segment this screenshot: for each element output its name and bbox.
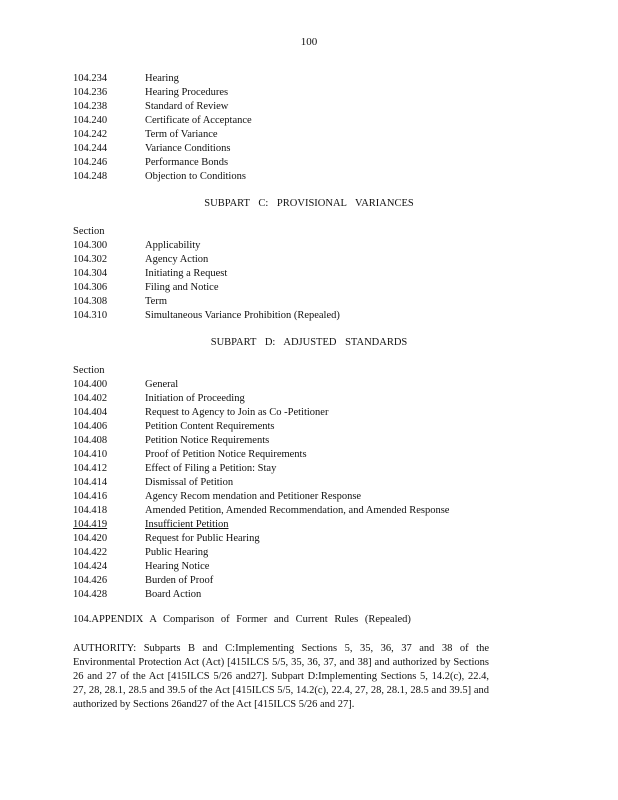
section-title: Simultaneous Variance Prohibition (Repealed) xyxy=(145,310,340,321)
section-number: 104.244 xyxy=(73,143,108,154)
section-number: 104.412 xyxy=(73,463,108,474)
appendix-line: 104.APPENDIX A Comparison of Former and Current Rules (Repealed) xyxy=(73,614,411,625)
toc-row xyxy=(73,267,553,281)
subpart-c-heading: SUBPART C: PROVISIONAL VARIANCES xyxy=(204,198,414,209)
section-title: Certificate of Acceptance xyxy=(145,115,252,126)
section-number: 104.400 xyxy=(73,379,108,390)
section-number: 104.404 xyxy=(73,407,108,418)
section-number: 104.300 xyxy=(73,240,108,251)
toc-row xyxy=(73,156,553,170)
section-number: 104.406 xyxy=(73,421,108,432)
section-number: 104.419 xyxy=(73,519,108,530)
section-title: Petition Content Requirements xyxy=(145,421,275,432)
section-title: Board Action xyxy=(145,589,202,600)
section-number: 104.234 xyxy=(73,73,108,84)
authority-note xyxy=(73,642,489,712)
toc-row xyxy=(73,574,553,588)
section-label-row xyxy=(73,364,553,378)
toc-row xyxy=(73,462,553,476)
section-label: Section xyxy=(73,226,105,237)
section-number: 104.304 xyxy=(73,268,108,279)
section-title: Agency Recom mendation and Petitioner Response xyxy=(145,491,362,502)
toc-block-subpart-c xyxy=(73,225,553,323)
section-title: Amended Petition, Amended Recommendation, and Amended Response xyxy=(145,505,450,516)
section-title: Variance Conditions xyxy=(145,143,231,154)
section-number: 104.422 xyxy=(73,547,108,558)
section-title: Public Hearing xyxy=(145,547,209,558)
toc-row xyxy=(73,281,553,295)
toc-row-underlined xyxy=(73,518,553,532)
section-number: 104.310 xyxy=(73,310,108,321)
toc-row xyxy=(73,128,553,142)
section-number: 104.302 xyxy=(73,254,108,265)
toc-row xyxy=(73,546,553,560)
toc-row xyxy=(73,239,553,253)
toc-row xyxy=(73,295,553,309)
section-title: Proof of Petition Notice Requirements xyxy=(145,449,307,460)
section-title: Hearing Procedures xyxy=(145,87,229,98)
section-title: Insufficient Petition xyxy=(145,519,229,530)
page-number: 100 xyxy=(300,36,318,48)
toc-row xyxy=(73,476,553,490)
subpart-d-heading: SUBPART D: ADJUSTED STANDARDS xyxy=(210,337,408,348)
authority-text: AUTHORITY: Subparts B and C:Implementing Sections 5, 35, 36, 37 and 38 of the Environmental Protection Act (Act) [415ILCS 5/5, 35, 36, 37, and 38] and authorized by Sections 26 and 27 of the Act [415ILCS 5/26 and27]. Subpart D:Implementing Sections 5, 14.2(c), 22.4, 27, 28, 28.1, 28.5 and 39.5 of the Act [415ILCS 5/5, 14.2(c), 22.4, 27, 28, 28.1, 28.5 and 39.5] and authorized by Sections 26and27 of the Act [415ILCS 5/26 and 27]. xyxy=(73,643,489,710)
section-title: Performance Bonds xyxy=(145,157,229,168)
section-number: 104.424 xyxy=(73,561,108,572)
section-title: Applicability xyxy=(145,240,201,251)
section-title: Effect of Filing a Petition: Stay xyxy=(145,463,277,474)
toc-row xyxy=(73,490,553,504)
section-title: Request for Public Hearing xyxy=(145,533,260,544)
toc-row xyxy=(73,392,553,406)
toc-block-variances xyxy=(73,72,553,184)
toc-row xyxy=(73,504,553,518)
toc-row xyxy=(73,170,553,184)
section-number: 104.402 xyxy=(73,393,108,404)
section-number: 104.248 xyxy=(73,171,108,182)
section-title: Agency Action xyxy=(145,254,209,265)
toc-row xyxy=(73,142,553,156)
section-title: Request to Agency to Join as Co -Petitioner xyxy=(145,407,329,418)
section-title: Hearing xyxy=(145,73,179,84)
section-title: Burden of Proof xyxy=(145,575,214,586)
toc-row xyxy=(73,448,553,462)
toc-row xyxy=(73,86,553,100)
toc-row xyxy=(73,532,553,546)
section-title: Filing and Notice xyxy=(145,282,219,293)
section-label: Section xyxy=(73,365,105,376)
toc-block-subpart-d xyxy=(73,364,553,602)
section-title: Dismissal of Petition xyxy=(145,477,234,488)
section-title: Initiation of Proceeding xyxy=(145,393,245,404)
section-title: Hearing Notice xyxy=(145,561,210,572)
section-number: 104.418 xyxy=(73,505,108,516)
toc-row xyxy=(73,406,553,420)
toc-row xyxy=(73,560,553,574)
section-title: Standard of Review xyxy=(145,101,229,112)
toc-row xyxy=(73,434,553,448)
section-title: Objection to Conditions xyxy=(145,171,246,182)
section-number: 104.410 xyxy=(73,449,108,460)
toc-row xyxy=(73,253,553,267)
section-number: 104.306 xyxy=(73,282,108,293)
section-number: 104.240 xyxy=(73,115,108,126)
section-title: Term of Variance xyxy=(145,129,218,140)
toc-row xyxy=(73,588,553,602)
section-number: 104.408 xyxy=(73,435,108,446)
section-number: 104.246 xyxy=(73,157,108,168)
toc-row xyxy=(73,72,553,86)
section-number: 104.426 xyxy=(73,575,108,586)
section-number: 104.420 xyxy=(73,533,108,544)
section-number: 104.238 xyxy=(73,101,108,112)
toc-row xyxy=(73,309,553,323)
section-number: 104.308 xyxy=(73,296,108,307)
toc-row xyxy=(73,100,553,114)
section-title: Term xyxy=(145,296,168,307)
section-label-row xyxy=(73,225,553,239)
toc-row xyxy=(73,114,553,128)
section-number: 104.242 xyxy=(73,129,108,140)
section-title: Petition Notice Requirements xyxy=(145,435,270,446)
toc-row xyxy=(73,420,553,434)
section-number: 104.428 xyxy=(73,589,108,600)
toc-row xyxy=(73,378,553,392)
section-title: General xyxy=(145,379,179,390)
section-number: 104.416 xyxy=(73,491,108,502)
section-number: 104.236 xyxy=(73,87,108,98)
section-title: Initiating a Request xyxy=(145,268,228,279)
section-number: 104.414 xyxy=(73,477,108,488)
